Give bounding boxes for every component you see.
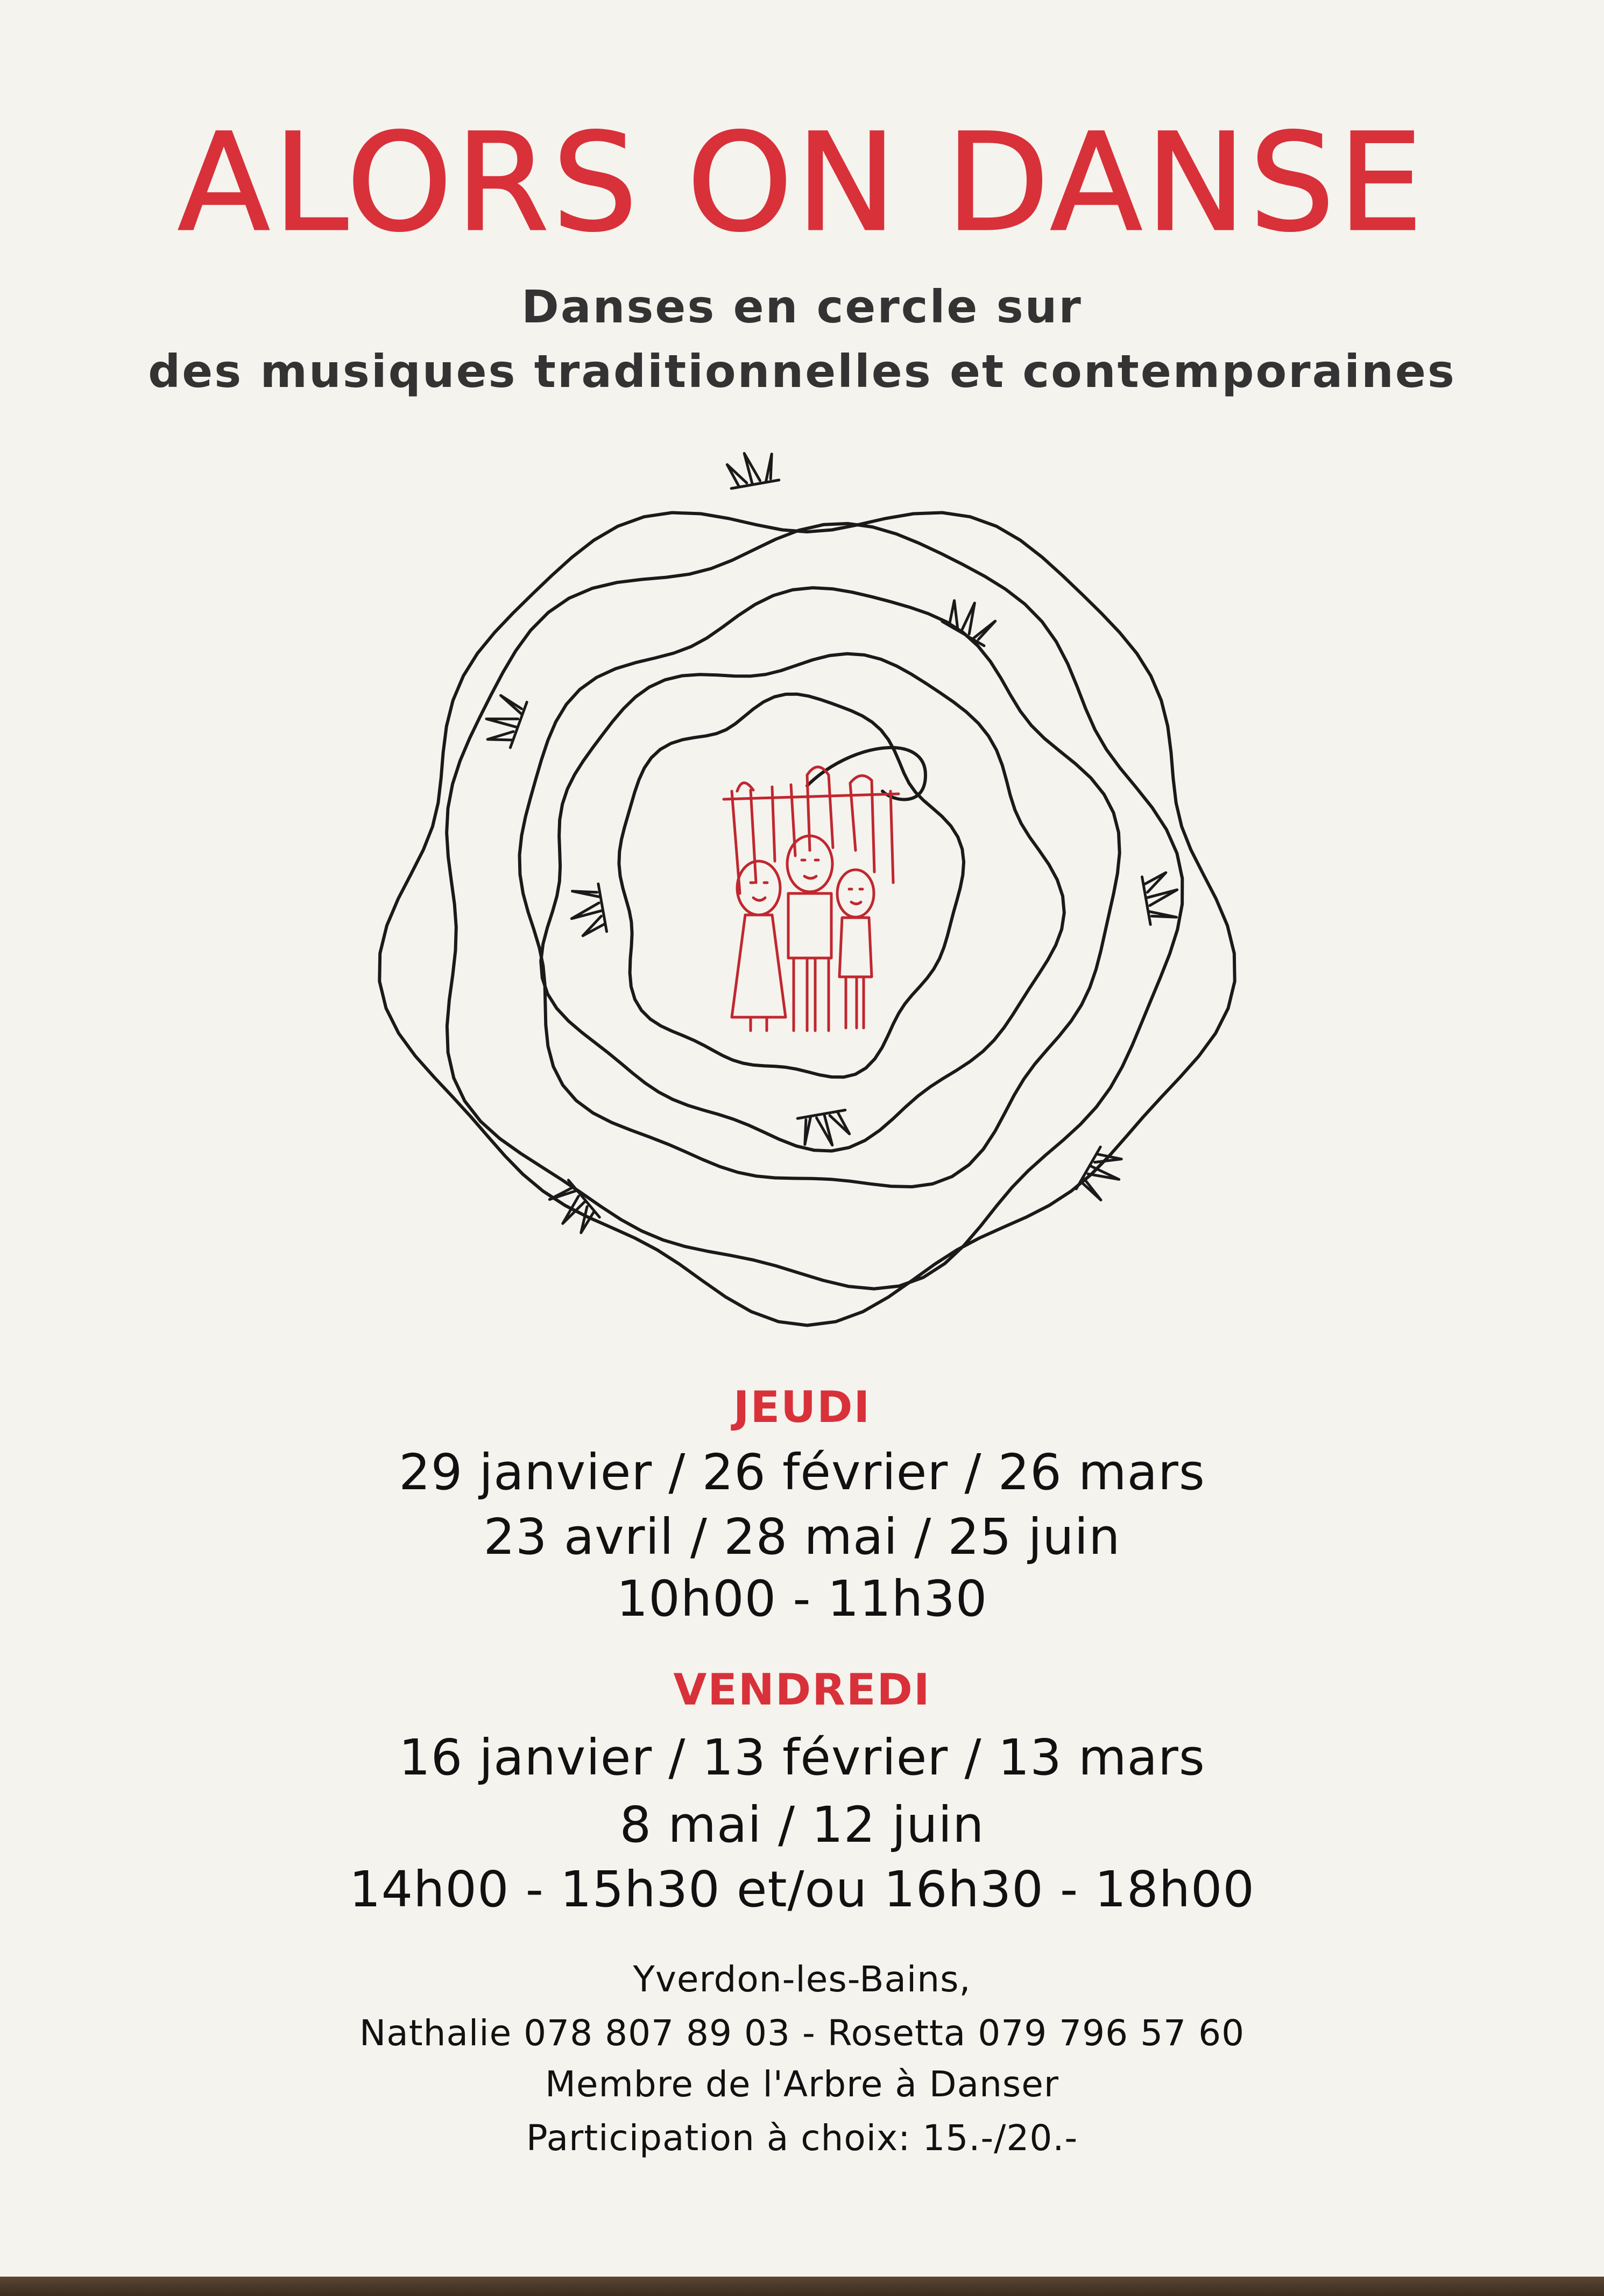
spiral-loop-line xyxy=(541,654,1064,1151)
footer-contacts: Nathalie 078 807 89 03 - Rosetta 079 796 57 60 xyxy=(359,2012,1245,2054)
subtitle-line-2: des musiques traditionnelles et contemporaines xyxy=(148,345,1456,398)
footer-location: Yverdon-les-Bains, xyxy=(633,1959,971,2000)
jeudi-dates-line-1: 29 janvier / 26 février / 26 mars xyxy=(399,1443,1205,1501)
dancers-figures-icon xyxy=(724,767,899,1031)
vendredi-dates-line-1: 16 janvier / 13 février / 13 mars xyxy=(399,1729,1205,1786)
leaf-sprig-icon xyxy=(1142,871,1182,925)
flyer-title: ALORS ON DANSE xyxy=(178,104,1426,261)
leaf-sprig-icon xyxy=(942,594,1000,646)
jeudi-time: 10h00 - 11h30 xyxy=(616,1570,988,1628)
spiral-tail-line xyxy=(807,748,925,799)
footer-price: Participation à choix: 15.-/20.- xyxy=(526,2117,1078,2159)
vendredi-dates-line-2: 8 mai / 12 juin xyxy=(619,1796,985,1854)
leaf-sprig-icon xyxy=(797,1110,851,1150)
spiral-loop-line xyxy=(520,588,1120,1187)
jeudi-dates-line-2: 23 avril / 28 mai / 25 juin xyxy=(483,1508,1121,1566)
vendredi-time: 14h00 - 15h30 et/ou 16h30 - 18h00 xyxy=(349,1861,1255,1918)
subtitle-line-1: Danses en cercle sur xyxy=(521,280,1083,333)
spiral-loop-line xyxy=(447,524,1182,1289)
leaf-sprig-icon xyxy=(543,1180,599,1238)
day-heading-vendredi: VENDREDI xyxy=(673,1665,931,1715)
leaf-sprig-icon xyxy=(1076,1147,1128,1205)
leaf-sprig-icon xyxy=(726,448,779,489)
day-heading-jeudi: JEUDI xyxy=(733,1382,871,1432)
leaf-sprig-icon xyxy=(567,884,607,937)
footer-membership: Membre de l'Arbre à Danser xyxy=(545,2063,1059,2105)
